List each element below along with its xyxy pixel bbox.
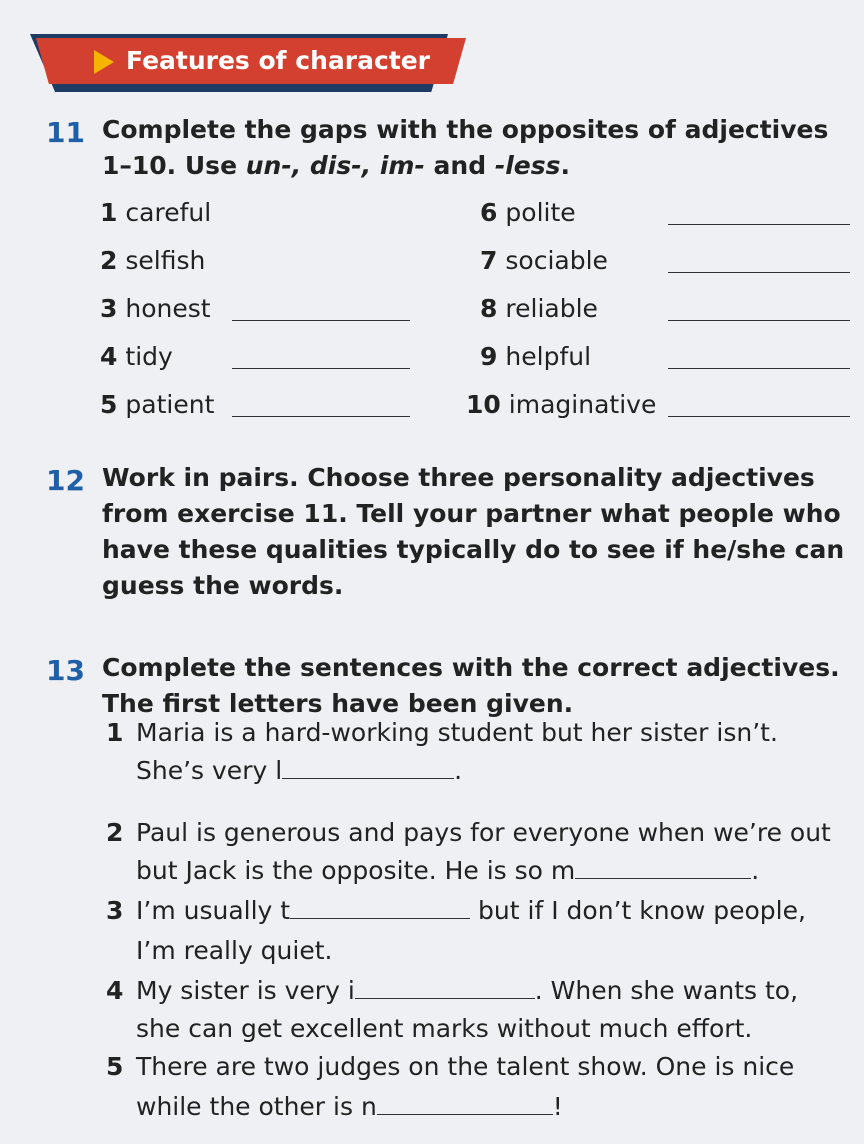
answer-blank[interactable] xyxy=(232,368,410,369)
section-banner xyxy=(30,34,448,92)
exercise-11-number: 11 xyxy=(46,116,85,149)
section-title: Features of character xyxy=(126,46,431,75)
answer-blank[interactable] xyxy=(355,976,535,999)
answer-blank[interactable] xyxy=(575,856,751,879)
sentence-2-line-2: but Jack is the opposite. He is so m . xyxy=(136,856,760,885)
answer-blank[interactable] xyxy=(668,272,850,273)
answer-blank[interactable] xyxy=(232,416,410,417)
exercise-12-instruction: Work in pairs. Choose three personality adjectives from exercise 11. Tell your partner what people who have these qualities typically do to see if he/she can guess the words. xyxy=(102,463,845,600)
answer-blank[interactable] xyxy=(290,896,470,919)
list-item: 1 careful xyxy=(100,198,212,227)
list-item: 8 reliable xyxy=(480,294,598,323)
exercise-11-instruction: Complete the gaps with the opposites of adjectives 1–10. Use un-, dis-, im- and -less. xyxy=(102,115,829,180)
exercise-13-instruction: Complete the sentences with the correct adjectives. The first letters have been given. xyxy=(102,653,840,718)
sentence-2: 2 Paul is generous and pays for everyone when we’re out xyxy=(106,818,831,847)
list-item: 9 helpful xyxy=(480,342,592,371)
list-item: 5 patient xyxy=(100,390,215,419)
answer-blank[interactable] xyxy=(668,416,850,417)
answer-blank[interactable] xyxy=(668,224,850,225)
answer-blank[interactable] xyxy=(282,756,454,779)
answer-blank[interactable] xyxy=(232,320,410,321)
sentence-4: 4 My sister is very i . When she wants to, xyxy=(106,976,799,1005)
list-item: 2 selfish xyxy=(100,246,206,275)
sentence-5: 5 There are two judges on the talent show. One is nice xyxy=(106,1052,795,1081)
sentence-1-line-2: She’s very l . xyxy=(136,756,463,785)
list-item: 4 tidy xyxy=(100,342,173,371)
list-item: 3 honest xyxy=(100,294,211,323)
list-item: 10 imaginative xyxy=(466,390,657,419)
answer-blank[interactable] xyxy=(377,1092,553,1115)
sentence-4-line-2: she can get excellent marks without much effort. xyxy=(136,1014,753,1043)
sentence-3-line-2: I’m really quiet. xyxy=(136,936,333,965)
exercise-12-number: 12 xyxy=(46,464,85,497)
sentence-1: 1 Maria is a hard-working student but her sister isn’t. xyxy=(106,718,778,747)
answer-blank[interactable] xyxy=(668,320,850,321)
list-item: 6 polite xyxy=(480,198,576,227)
sentence-3: 3 I’m usually t but if I don’t know people, xyxy=(106,896,806,925)
list-item: 7 sociable xyxy=(480,246,608,275)
answer-blank[interactable] xyxy=(668,368,850,369)
sentence-5-line-2: while the other is n ! xyxy=(136,1092,563,1121)
exercise-13-number: 13 xyxy=(46,654,85,687)
play-arrow-icon xyxy=(94,50,114,74)
